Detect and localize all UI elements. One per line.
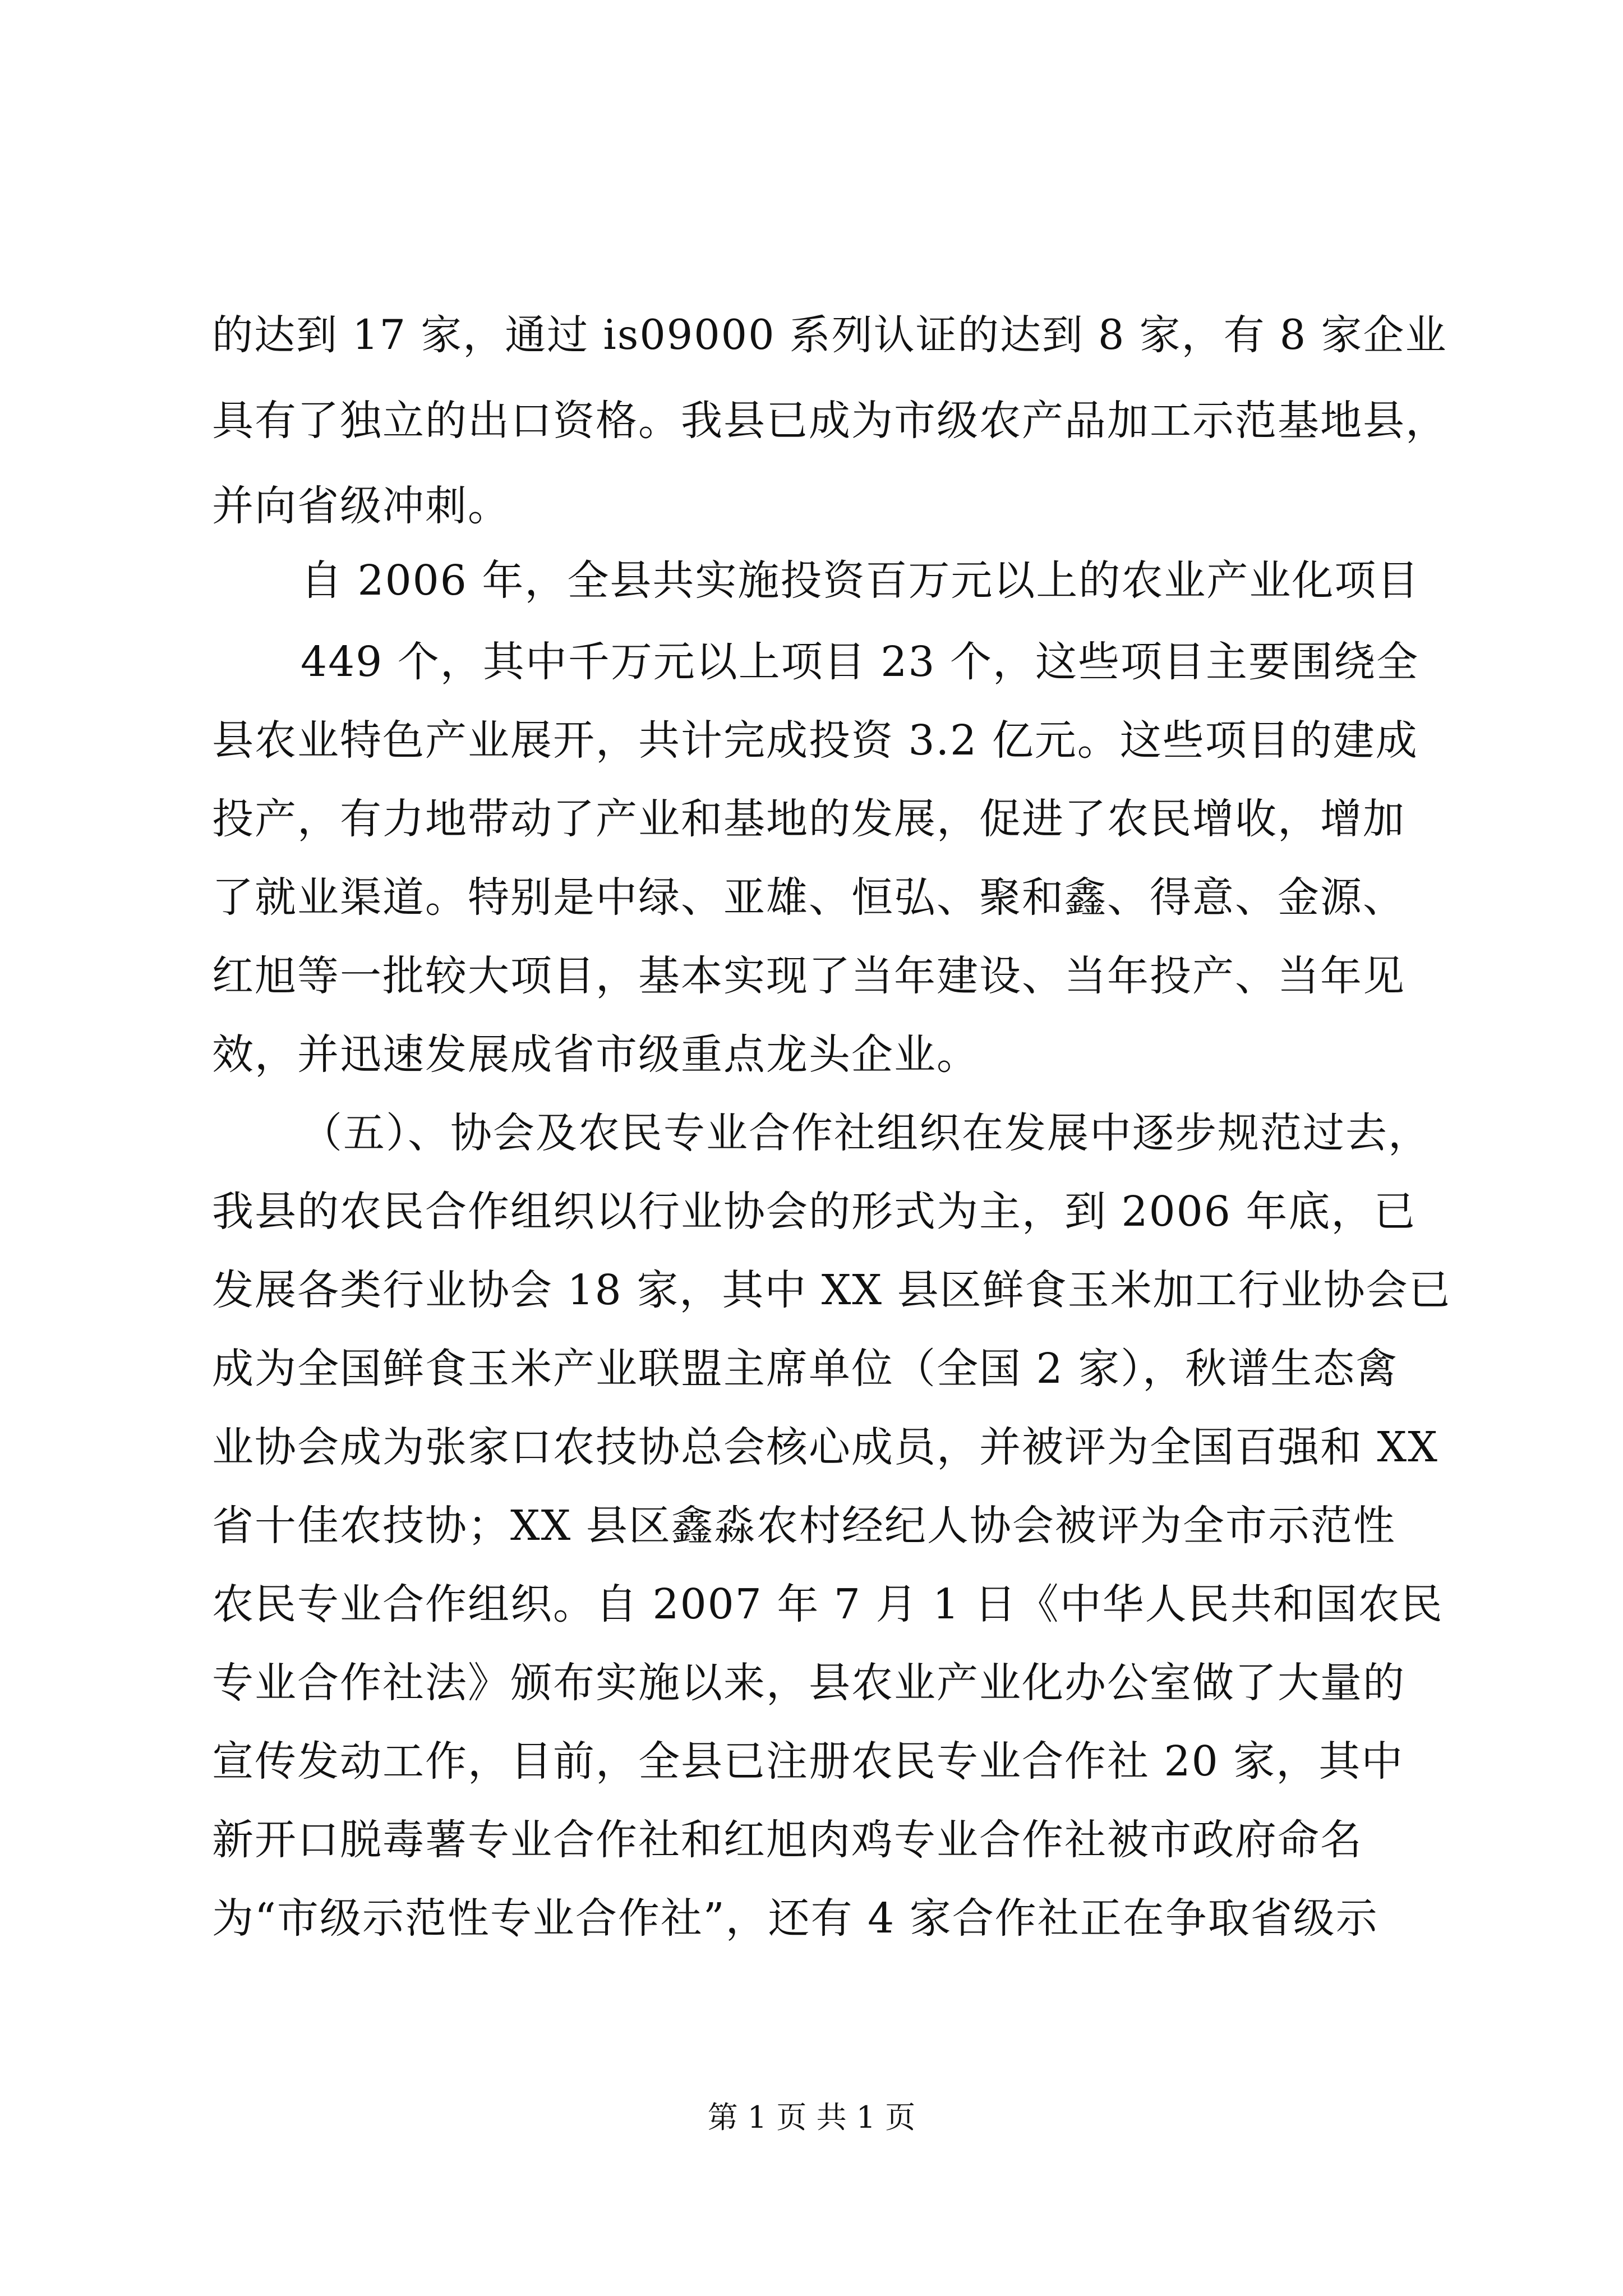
page-footer: 第 1 页 共 1 页 — [707, 2100, 916, 2135]
text-line: 了就业渠道。特别是中绿、亚雄、恒弘、聚和鑫、得意、金源、 — [212, 873, 1405, 922]
text-line: 我县的农民合作组织以行业协会的形式为主，到 2006 年底，已 — [212, 1188, 1417, 1236]
text-line: 449 个，其中千万元以上项目 23 个，这些项目主要围绕全 — [301, 638, 1419, 686]
text-line: 专业合作社法》颁布实施以来，县农业产业化办公室做了大量的 — [212, 1659, 1405, 1707]
text-line: 为“市级示范性专业合作社”，还有 4 家合作社正在争取省级示 — [212, 1894, 1378, 1943]
text-line: 的达到 17 家，通过 is09000 系列认证的达到 8 家，有 8 家企业 — [212, 311, 1447, 359]
text-line: （五）、协会及农民专业合作社组织在发展中逐步规范过去， — [301, 1109, 1431, 1157]
text-line: 宣传发动工作，目前，全县已注册农民专业合作社 20 家，其中 — [212, 1737, 1404, 1786]
text-line: 效，并迅速发展成省市级重点龙头企业。 — [212, 1030, 979, 1079]
text-line: 自 2006 年，全县共实施投资百万元以上的农业产业化项目 — [301, 556, 1420, 605]
text-line: 县农业特色产业展开，共计完成投资 3.2 亿元。这些项目的建成 — [212, 716, 1418, 765]
text-line: 省十佳农技协；XX 县区鑫淼农村经纪人协会被评为全市示范性 — [212, 1502, 1396, 1550]
text-line: 并向省级冲刺。 — [212, 482, 510, 530]
text-line: 成为全国鲜食玉米产业联盟主席单位（全国 2 家），秋谱生态禽 — [212, 1345, 1399, 1393]
text-line: 业协会成为张家口农技协总会核心成员，并被评为全国百强和 XX — [212, 1423, 1438, 1471]
text-line: 农民专业合作组织。自 2007 年 7 月 1 日《中华人民共和国农民 — [212, 1580, 1444, 1628]
text-line: 发展各类行业协会 18 家，其中 XX 县区鲜食玉米加工行业协会已 — [212, 1266, 1451, 1314]
text-line: 具有了独立的出口资格。我县已成为市级农产品加工示范基地县， — [212, 397, 1448, 445]
text-line: 新开口脱毒薯专业合作社和红旭肉鸡专业合作社被市政府命名 — [212, 1816, 1363, 1864]
text-line: 红旭等一批较大项目，基本实现了当年建设、当年投产、当年见 — [212, 952, 1405, 1000]
text-line: 投产，有力地带动了产业和基地的发展，促进了农民增收，增加 — [212, 795, 1405, 843]
